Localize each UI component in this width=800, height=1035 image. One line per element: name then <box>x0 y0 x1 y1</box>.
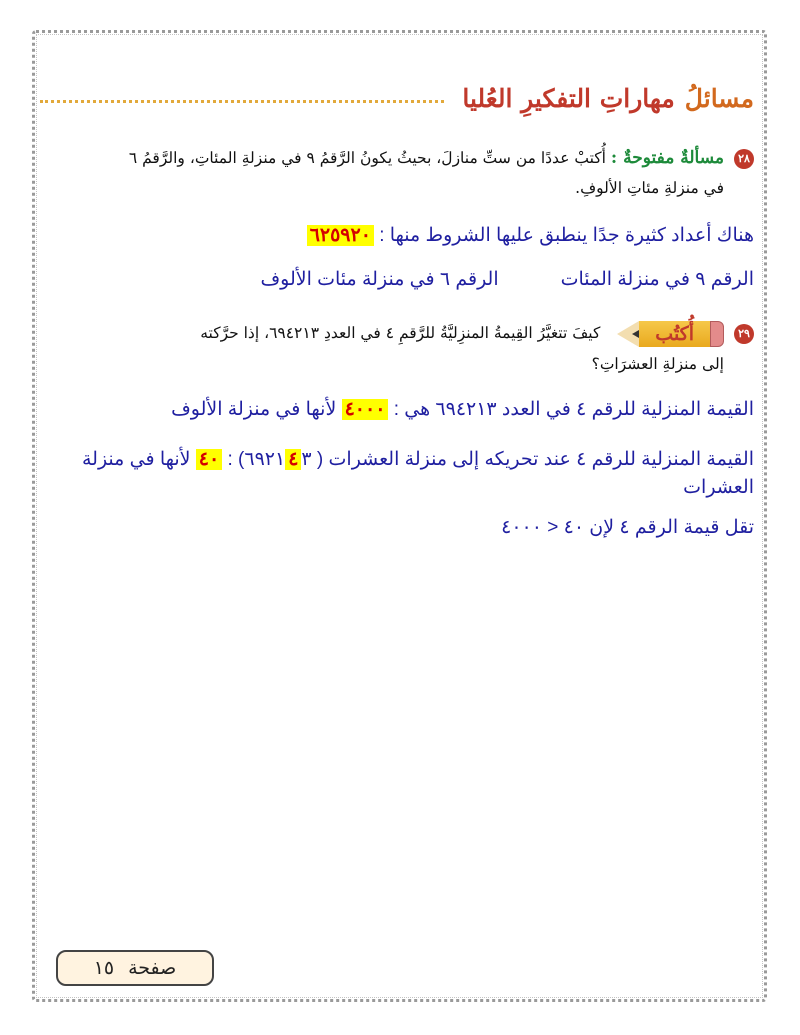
question-28-text-line1: أُكتبْ عددًا من ستِّ منازلَ، بحيثُ يكونُ الرَّقمُ ٩ في منزلةِ المئاتِ، والرَّقمُ ٦ <box>128 149 606 167</box>
answer-29-line1-value: ٤٠٠٠ <box>342 399 389 420</box>
question-29 <box>40 318 754 379</box>
pencil-label: أُكتُب <box>639 321 710 347</box>
section-title-part1: مسائلُ <box>684 83 754 113</box>
answer-29-line2 <box>40 446 754 502</box>
answer-29-line1-text: القيمة المنزلية للرقم ٤ في العدد ٦٩٤٢١٣ هي : <box>393 399 754 420</box>
question-28 <box>40 143 754 203</box>
pencil-icon <box>617 319 724 349</box>
answer-29-conclusion: تقل قيمة الرقم ٤ لإن ٤٠ < ٤٠٠٠ <box>501 517 754 538</box>
answer-28-note1: الرقم ٩ في منزلة المئات <box>560 269 754 290</box>
question-number-28: ٢٨ <box>734 149 754 169</box>
answer-28-value: ٦٢٥٩٢٠ <box>307 225 374 246</box>
answer-29-line1 <box>40 398 754 421</box>
page-label: صفحة <box>128 957 177 979</box>
answer-28-text: هناك أعداد كثيرة جدًا ينطبق عليها الشروط منها : <box>379 225 754 246</box>
question-number-29: ٢٩ <box>734 324 754 344</box>
question-28-text-line2: في منزلةِ مئاتِ الألوفِ. <box>575 179 724 197</box>
answer-29-line2-reason: لأنها في منزلة العشرات <box>81 449 754 498</box>
question-29-text-line1: كيفَ تتغيَّرُ القِيمةُ المنزِليَّةُ للرَّقمِ ٤ في العددِ ٦٩٤٢١٣، إذا حرَّكته <box>200 324 601 342</box>
answer-29-line2-value: ٤٠ <box>196 449 222 470</box>
answer-29-line2-digit: ٤ <box>285 449 301 470</box>
question-28-label: مسألةٌ مفتوحةٌ : <box>610 148 724 168</box>
page-number-badge <box>56 950 214 986</box>
answer-29-line2-text-b: ٣) : <box>227 449 312 470</box>
answer-29-line1-reason: لأنها في منزلة الألوف <box>171 399 337 420</box>
section-title-dots <box>40 100 444 103</box>
section-title-part2: مهاراتِ التفكيرِ العُليا <box>462 83 675 113</box>
question-29-text-line2: إلى منزلةِ العشرَاتِ؟ <box>591 355 724 373</box>
answer-28-line1 <box>40 224 754 247</box>
answer-28-note2: الرقم ٦ في منزلة مئات الألوف <box>260 269 499 290</box>
page-number: ١٥ <box>93 957 115 979</box>
answer-28-notes <box>40 268 754 291</box>
answer-29-line2-text-a: القيمة المنزلية للرقم ٤ عند تحريكه إلى منزلة العشرات ( ٦٩٢١ <box>244 449 754 470</box>
section-header <box>40 78 754 118</box>
